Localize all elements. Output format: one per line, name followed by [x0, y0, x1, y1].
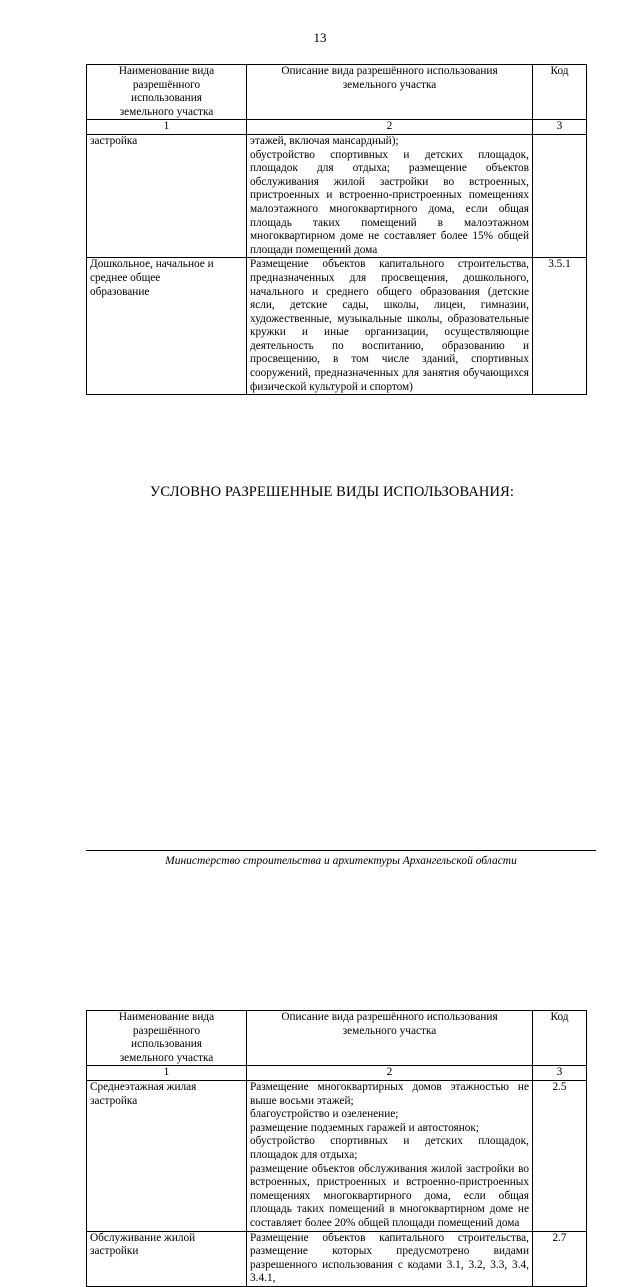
row-name-line: образование [90, 285, 150, 298]
row-description-line: Размещение объектов капитального строительства, предназначенных для просвещения, дошкольного, начального и среднего общего образования (детские ясли, детские сады, школы, лицеи, гимназии, художественные, музыкальные школы, образовательные кружки и иные организации, осуществляющие деятельность по воспитанию, образованию и просвещению, в том числе зданий, спортивных сооружений, предназначенных для занятия обучающихся физической культурой и спортом) [250, 258, 529, 393]
column-number: 3 [533, 120, 587, 135]
row-name-line: застройка [90, 134, 138, 147]
header-description-line: Описание вида разрешённого использования [281, 65, 498, 77]
column-number: 2 [247, 1066, 533, 1081]
row-code: 2.7 [533, 1231, 587, 1286]
row-description-line: Размещение объектов капитального строительства, размещение которых предусмотрено видами разрешенного использования с кодами 3.1, 3.2, 3.3, 3.4, 3.4.1, [250, 1231, 529, 1285]
row-code: 2.5 [533, 1080, 587, 1231]
row-description [247, 258, 533, 395]
header-name-line: разрешённого [132, 78, 201, 91]
row-description-line: Размещение многоквартирных домов этажностью не выше восьми этажей; [250, 1080, 529, 1107]
row-description [247, 1231, 533, 1286]
header-description [247, 65, 533, 120]
header-description-line: земельного участка [342, 1024, 437, 1037]
row-name-line: Обслуживание жилой [90, 1231, 196, 1244]
table-row [87, 134, 587, 257]
row-description [247, 134, 533, 257]
section-title: УСЛОВНО РАЗРЕШЕННЫЕ ВИДЫ ИСПОЛЬЗОВАНИЯ: [150, 484, 514, 500]
row-description-line: обустройство спортивных и детских площадок, площадок для отдыха; [250, 1135, 529, 1161]
column-number: 3 [533, 1066, 587, 1081]
header-code: Код [533, 65, 587, 120]
table-row [87, 1231, 587, 1286]
row-name-line: Дошкольное, начальное и [90, 258, 214, 271]
row-name-line: Среднеэтажная жилая [90, 1080, 197, 1093]
row-description-line: размещение объектов обслуживания жилой застройки во встроенных, пристроенных и встроенно-пристроенных помещениях многоквартирного дома, если общая площадь таких помещений в многоквартирном доме не составляет более 20% общей площади помещений дома [250, 1162, 529, 1229]
land-use-table-main [86, 64, 587, 395]
header-description-line: Описание вида разрешённого использования [281, 1011, 498, 1023]
row-code [533, 134, 587, 257]
column-number: 2 [247, 120, 533, 135]
row-name [87, 258, 247, 395]
header-name-line: использования [131, 92, 202, 105]
row-code: 3.5.1 [533, 258, 587, 395]
column-number: 1 [87, 120, 247, 135]
footer-divider [86, 850, 596, 851]
row-name [87, 134, 247, 257]
header-code: Код [533, 1011, 587, 1066]
row-name-line: застройка [90, 1094, 138, 1107]
row-name-line: застройки [90, 1245, 139, 1258]
header-name-line: разрешённого [132, 1024, 201, 1037]
header-description [247, 1011, 533, 1066]
header-name-line: использования [131, 1038, 202, 1051]
header-name-line: земельного участка [119, 1051, 214, 1064]
row-name-line: среднее общее [90, 271, 161, 284]
table-row [87, 1080, 587, 1231]
row-description-line: благоустройство и озеленение; [250, 1108, 399, 1121]
row-name [87, 1080, 247, 1231]
column-number-row [87, 120, 587, 135]
column-number-row [87, 1066, 587, 1081]
row-description-line: этажей, включая мансардный); [250, 134, 399, 147]
table-header-row [87, 65, 587, 120]
row-description [247, 1080, 533, 1231]
row-name [87, 1231, 247, 1286]
table-header-row [87, 1011, 587, 1066]
header-name [87, 65, 247, 120]
header-name [87, 1011, 247, 1066]
header-name-line: земельного участка [119, 105, 214, 118]
land-use-table-conditional [86, 1010, 587, 1287]
page-number: 13 [313, 30, 327, 45]
header-name-line: Наименование вида [118, 65, 215, 77]
table-row [87, 258, 587, 395]
row-description-line: обустройство спортивных и детских площадок, площадок для отдыха; размещение объектов обслуживания жилой застройки во встроенных, пристроенных и встроенно-пристроенных помещениях малоэтажного многоквартирного дома, если общая площадь таких помещений в малоэтажном многоквартирном доме не составляет более 15% общей площади помещений дома [250, 148, 529, 256]
row-description-line: размещение подземных гаражей и автостоянок; [250, 1121, 480, 1134]
footer: Министерство строительства и архитектуры Архангельской области [165, 855, 517, 867]
column-number: 1 [87, 1066, 247, 1081]
header-name-line: Наименование вида [118, 1011, 215, 1023]
header-description-line: земельного участка [342, 78, 437, 91]
